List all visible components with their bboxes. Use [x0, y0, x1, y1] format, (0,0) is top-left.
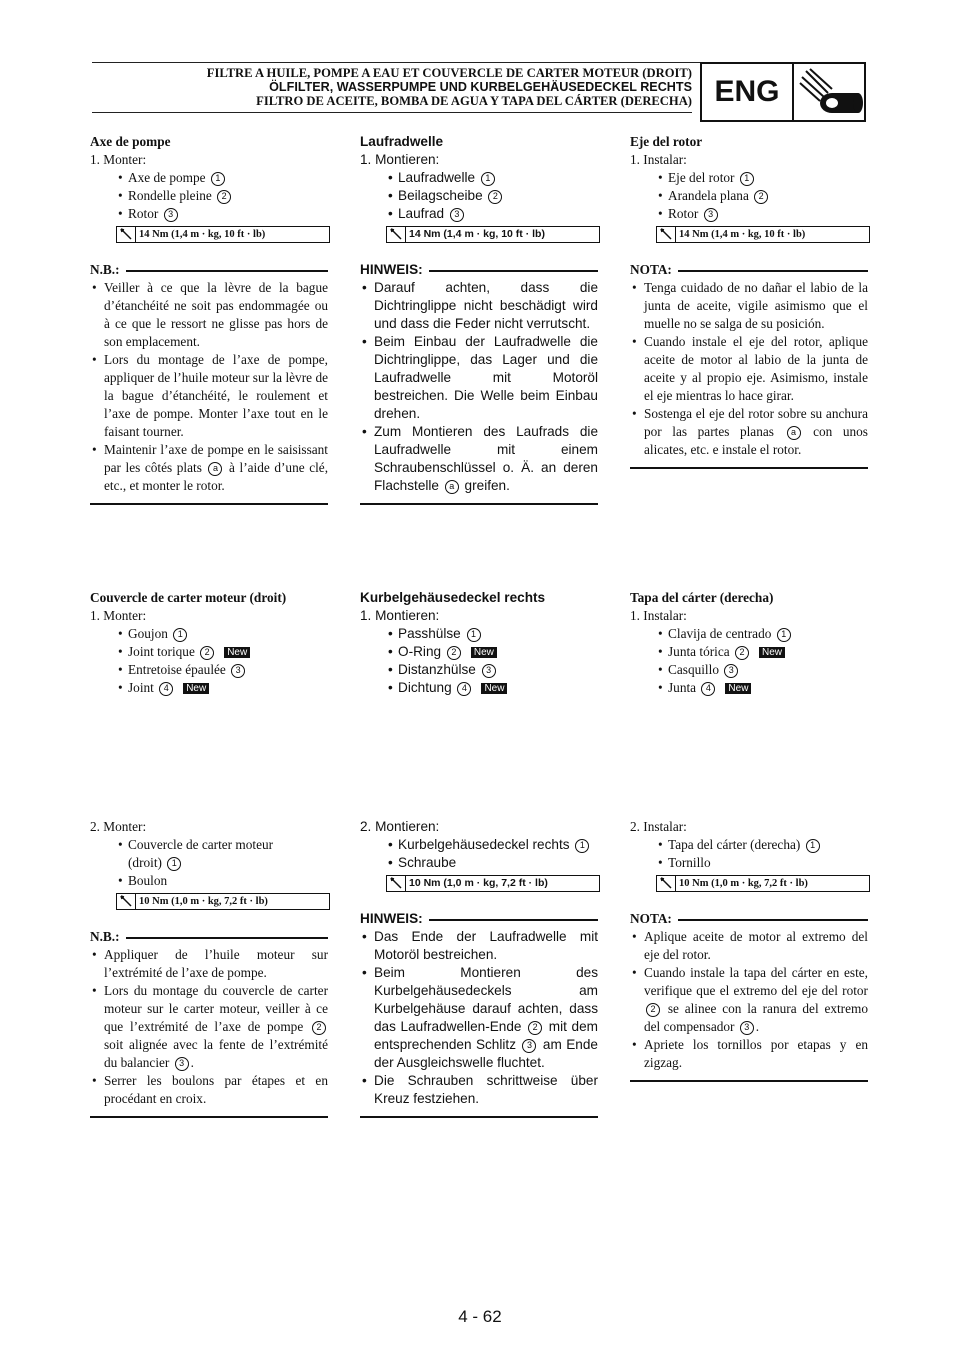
list-item — [90, 205, 328, 223]
callout-3: 3 — [450, 208, 464, 222]
note-block — [630, 910, 868, 928]
item-text: Joint torique — [128, 644, 195, 659]
torque-spec — [116, 226, 330, 243]
note-title: N.B.: — [90, 261, 126, 279]
item-text: Passhülse — [398, 626, 461, 641]
end-rule — [90, 1116, 328, 1118]
note-item — [90, 982, 328, 1072]
list-item — [90, 643, 328, 661]
note-item: • Beim Einbau der Laufradwelle die Dichtringlippe, das Lager und die Laufradwelle mit Motoröl bestreichen. Die Welle beim Einbau drehen. — [360, 333, 598, 423]
torque-spec — [656, 226, 870, 243]
callout-2: 2 — [200, 646, 214, 660]
item-text: O-Ring — [398, 644, 442, 659]
step-label: 1. Monter: — [90, 152, 147, 167]
engine-piston-icon — [798, 67, 864, 119]
note-block — [90, 261, 328, 279]
item-text: Laufradwelle — [398, 170, 476, 185]
item-text: Kurbelgehäusedeckel rechts — [398, 837, 570, 852]
list-item — [630, 169, 868, 187]
torque-value: 14 Nm (1,4 m · kg, 10 ft · lb) — [675, 227, 805, 242]
note-block — [90, 928, 328, 946]
note-text: se alinee con la ranura del extremo del compensador — [644, 1001, 869, 1034]
item-text: Joint — [128, 680, 154, 695]
es-rotor-shaft-section — [630, 133, 868, 469]
callout-3: 3 — [164, 208, 178, 222]
end-rule — [360, 503, 598, 505]
list-item — [360, 625, 598, 643]
step-label: 2. Instalar: — [630, 819, 687, 834]
note-text: mit dem entsprechenden Schlitz — [374, 1019, 599, 1052]
callout-2: 2 — [646, 1003, 660, 1017]
page-number: 4 - 62 — [458, 1307, 502, 1326]
item-text: Laufrad — [398, 206, 445, 221]
callout-2: 2 — [488, 190, 502, 204]
callout-3: 3 — [704, 208, 718, 222]
note-item — [630, 405, 868, 459]
section-title: Laufradwelle — [360, 134, 444, 149]
new-part-badge: New — [481, 683, 507, 694]
torque-wrench-icon — [660, 228, 672, 240]
item-text: Arandela plana — [668, 188, 749, 203]
note-title: NOTA: — [630, 261, 678, 279]
torque-spec — [656, 875, 870, 892]
de-crankcase-cover-section — [360, 589, 598, 697]
fr-pump-shaft-section — [90, 133, 328, 505]
item-text: Tornillo — [668, 855, 711, 870]
fr-crankcase-cover-section — [90, 589, 328, 697]
item-text: Junta — [668, 680, 697, 695]
callout-3: 3 — [231, 664, 245, 678]
new-part-badge: New — [183, 683, 209, 694]
list-item — [360, 679, 598, 697]
note-text: Sostenga el eje del rotor sobre su anchura por las partes planas — [644, 406, 868, 439]
torque-value: 10 Nm (1,0 m · kg, 7,2 ft · lb) — [675, 876, 808, 891]
de-impeller-shaft-section — [360, 133, 598, 505]
list-item — [90, 661, 328, 679]
item-text: Beilagscheibe — [398, 188, 483, 203]
item-text: Schraube — [398, 855, 457, 870]
callout-1: 1 — [575, 839, 589, 853]
new-part-badge: New — [224, 647, 250, 658]
item-text: Distanzhülse — [398, 662, 476, 677]
torque-value: 14 Nm (1,4 m · kg, 10 ft · lb) — [405, 227, 545, 242]
step-label: 1. Instalar: — [630, 152, 687, 167]
section-title: Tapa del cárter (derecha) — [630, 590, 774, 605]
callout-4: 4 — [457, 682, 471, 696]
callout-3: 3 — [175, 1057, 189, 1071]
header-titles — [207, 66, 692, 109]
callout-3: 3 — [482, 664, 496, 678]
note-text: Cuando instale la tapa del cárter en este, verifique que el extremo del eje del rotor — [644, 965, 868, 998]
callout-4: 4 — [701, 682, 715, 696]
new-part-badge: New — [759, 647, 785, 658]
callout-1: 1 — [167, 857, 181, 871]
list-item — [360, 854, 598, 872]
step-label: 1. Montieren: — [360, 152, 440, 167]
list-item — [90, 625, 328, 643]
header-title-de: ÖLFILTER, WASSERPUMPE UND KURBELGEHÄUSEDECKEL RECHTS — [269, 80, 692, 95]
item-text: (droit) — [128, 855, 162, 870]
callout-a: a — [208, 462, 222, 476]
note-text: greifen. — [464, 478, 510, 493]
new-part-badge: New — [725, 683, 751, 694]
callout-3: 3 — [724, 664, 738, 678]
list-item — [90, 836, 328, 854]
callout-1: 1 — [777, 628, 791, 642]
note-item: • Lors du montage de l’axe de pompe, appliquer de l’huile moteur sur la lèvre de la bague d’étanchéité, le roulement et l’axe de pompe. Monter l’axe tout en le faisant tourner. — [90, 351, 328, 441]
note-text: Zum Montieren des Laufrads die Laufradwelle mit einem Schraubenschlüssel o. Ä. an deren Flachstelle — [374, 424, 598, 493]
note-title: HINWEIS: — [360, 910, 429, 928]
step-label: 1. Instalar: — [630, 608, 687, 623]
end-rule — [630, 1080, 868, 1082]
end-rule — [630, 467, 868, 469]
list-item — [360, 187, 598, 205]
note-block — [630, 261, 868, 279]
callout-2: 2 — [447, 646, 461, 660]
note-item: • Veiller à ce que la lèvre de la bague d’étanchéité ne soit pas endommagée ou à ce que le ressort ne glisse pas hors de son emplacement. — [90, 279, 328, 351]
torque-wrench-icon — [120, 228, 132, 240]
note-text: à l’aide d’une clé, etc., et monter le rotor. — [104, 460, 329, 493]
list-item — [630, 205, 868, 223]
torque-wrench-icon — [660, 877, 672, 889]
end-rule — [90, 503, 328, 505]
torque-spec — [386, 226, 600, 243]
torque-wrench-icon — [120, 895, 132, 907]
callout-3: 3 — [740, 1021, 754, 1035]
es-cover-install-section — [630, 818, 868, 1082]
step-label: 1. Monter: — [90, 608, 147, 623]
callout-3: 3 — [522, 1039, 536, 1053]
note-title: N.B.: — [90, 928, 126, 946]
list-item — [630, 625, 868, 643]
item-text: Entretoise épaulée — [128, 662, 226, 677]
callout-4: 4 — [159, 682, 173, 696]
header-title-fr: FILTRE A HUILE, POMPE A EAU ET COUVERCLE DE CARTER MOTEUR (DROIT) — [206, 66, 692, 80]
note-text: am Ende der Ausgleichswelle fluchtet. — [374, 1037, 598, 1070]
callout-2: 2 — [528, 1021, 542, 1035]
header-top-rule — [92, 62, 775, 63]
section-title: Couvercle de carter moteur (droit) — [90, 590, 287, 605]
note-item — [360, 423, 598, 495]
torque-value: 10 Nm (1,0 m · kg, 7,2 ft · lb) — [405, 876, 548, 891]
list-item — [630, 643, 868, 661]
callout-1: 1 — [211, 172, 225, 186]
step-label: 2. Montieren: — [360, 819, 440, 834]
page-header — [0, 0, 960, 125]
note-text: Lors du montage du couvercle de carter moteur sur le carter moteur, veiller à ce que l’extrémité de l’axe de pompe — [104, 983, 328, 1034]
note-item: • Cuando instale el eje del rotor, aplique aceite de motor al labio de la junta de aceite y al propio eje. Asimismo, instale el eje mientras lo hace girar. — [630, 333, 868, 405]
callout-1: 1 — [481, 172, 495, 186]
end-rule — [360, 1116, 598, 1118]
note-title: NOTA: — [630, 910, 678, 928]
torque-spec — [386, 875, 600, 892]
callout-2: 2 — [754, 190, 768, 204]
list-item — [360, 643, 598, 661]
note-text: . — [755, 1019, 760, 1034]
section-title: Kurbelgehäusedeckel rechts — [360, 590, 546, 605]
step-label: 1. Montieren: — [360, 608, 440, 623]
item-text: Junta tórica — [668, 644, 730, 659]
list-item — [630, 854, 868, 872]
list-item — [90, 872, 328, 890]
callout-1: 1 — [740, 172, 754, 186]
item-text: Goujon — [128, 626, 168, 641]
callout-2: 2 — [312, 1021, 326, 1035]
de-cover-install-section — [360, 818, 598, 1118]
item-text: Couvercle de carter moteur — [128, 837, 274, 852]
note-item: • Die Schrauben schrittweise über Kreuz festziehen. — [360, 1072, 598, 1108]
list-item — [630, 661, 868, 679]
callout-1: 1 — [467, 628, 481, 642]
note-item: • Appliquer de l’huile moteur sur l’extrémité de l’axe de pompe. — [90, 946, 328, 982]
note-text: Maintenir l’axe de pompe en le saisissant par les côtés plats — [104, 442, 328, 475]
list-item — [360, 205, 598, 223]
item-text: Rotor — [128, 206, 159, 221]
section-title: Axe de pompe — [90, 134, 171, 149]
callout-1: 1 — [173, 628, 187, 642]
callout-2: 2 — [217, 190, 231, 204]
note-text: . — [190, 1055, 194, 1070]
note-text: Beim Montieren des Kurbelgehäusedeckels am Kurbelgehäuse darauf achten, dass das Laufradwellen-Ende — [374, 965, 598, 1034]
new-part-badge: New — [471, 647, 497, 658]
note-item: • Aplique aceite de motor al extremo del eje del rotor. — [630, 928, 868, 964]
item-text: Rondelle pleine — [128, 188, 212, 203]
note-item: • Darauf achten, dass die Dichtringlippe nicht beschädigt wird und dass die Feder nicht verrutscht. — [360, 279, 598, 333]
torque-spec — [116, 893, 330, 910]
note-text: con unos alicates, etc. e instale el rotor. — [644, 424, 868, 457]
list-item — [360, 836, 598, 854]
item-text: Rotor — [668, 206, 699, 221]
list-item — [630, 679, 868, 697]
list-item — [90, 679, 328, 697]
note-item — [630, 964, 868, 1036]
list-item — [630, 187, 868, 205]
callout-a: a — [787, 426, 801, 440]
section-badge — [700, 62, 866, 122]
note-title: HINWEIS: — [360, 261, 429, 279]
header-bottom-rule — [92, 112, 692, 113]
note-block — [360, 261, 598, 279]
note-item: • Serrer les boulons par étapes et en procédant en croix. — [90, 1072, 328, 1108]
note-item — [90, 441, 328, 495]
item-text: Axe de pompe — [128, 170, 206, 185]
section-badge-label: ENG — [702, 64, 794, 120]
es-crankcase-cover-section — [630, 589, 868, 697]
section-title: Eje del rotor — [630, 134, 703, 149]
header-title-es: FILTRO DE ACEITE, BOMBA DE AGUA Y TAPA DEL CÁRTER (DERECHA) — [256, 94, 692, 109]
item-text: Eje del rotor — [668, 170, 735, 185]
list-item — [90, 187, 328, 205]
list-item-continued — [90, 854, 328, 872]
list-item — [360, 661, 598, 679]
item-text: Dichtung — [398, 680, 452, 695]
note-item: • Tenga cuidado de no dañar el labio de la junta de aceite, vigile asimismo que el muelle no se salga de su posición. — [630, 279, 868, 333]
item-text: Boulon — [128, 873, 168, 888]
item-text: Clavija de centrado — [668, 626, 772, 641]
torque-value: 14 Nm (1,4 m · kg, 10 ft · lb) — [135, 227, 265, 242]
fr-cover-install-section — [90, 818, 328, 1118]
list-item — [360, 169, 598, 187]
step-label: 2. Monter: — [90, 819, 147, 834]
note-item: • Das Ende der Laufradwelle mit Motoröl bestreichen. — [360, 928, 598, 964]
note-item — [360, 964, 598, 1072]
callout-1: 1 — [806, 839, 820, 853]
note-text: soit alignée avec la fente de l’extrémité du balancier — [104, 1037, 328, 1070]
list-item — [90, 169, 328, 187]
callout-2: 2 — [735, 646, 749, 660]
item-text: Tapa del cárter (derecha) — [668, 837, 801, 852]
note-item: • Apriete los tornillos por etapas y en zigzag. — [630, 1036, 868, 1072]
torque-value: 10 Nm (1,0 m · kg, 7,2 ft · lb) — [135, 894, 268, 909]
list-item — [630, 836, 868, 854]
item-text: Casquillo — [668, 662, 719, 677]
callout-a: a — [445, 480, 459, 494]
torque-wrench-icon — [390, 877, 402, 889]
note-block — [360, 910, 598, 928]
torque-wrench-icon — [390, 228, 402, 240]
